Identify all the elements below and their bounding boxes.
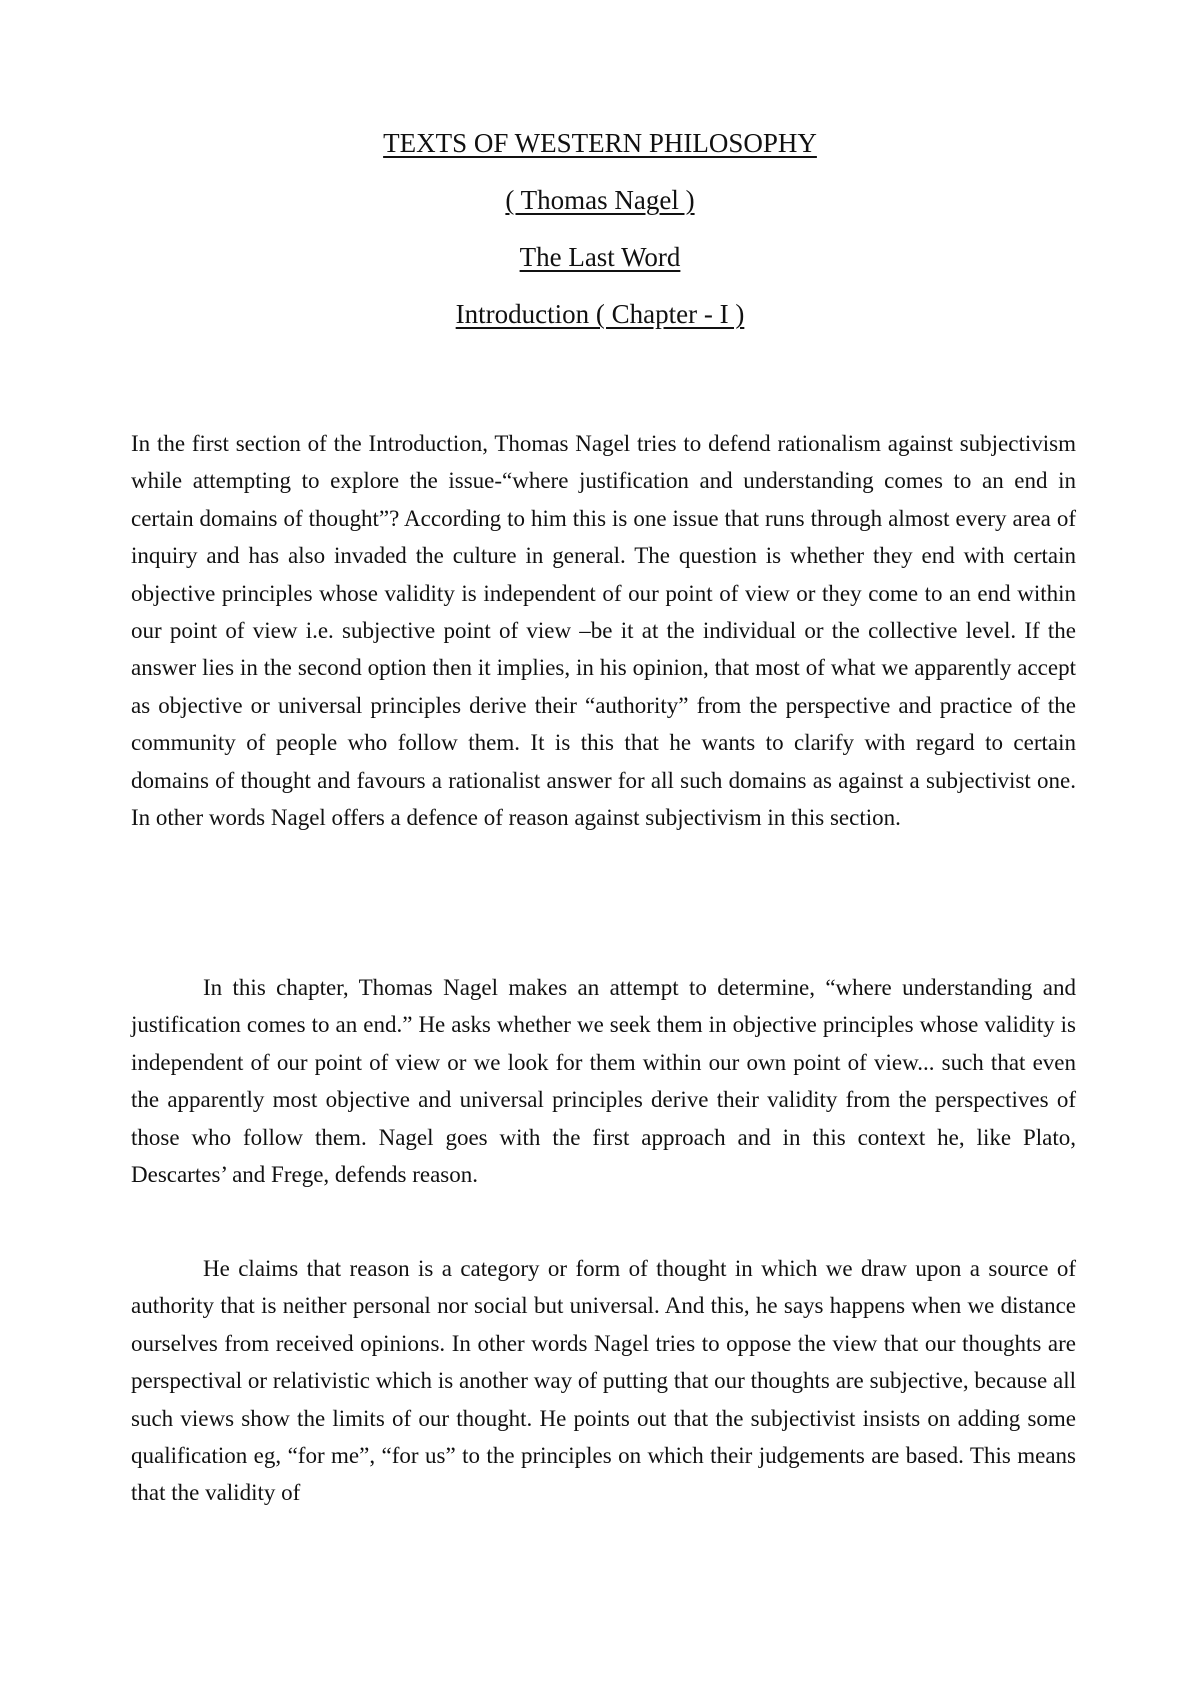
chapter-title: Introduction ( Chapter - I ) bbox=[455, 299, 745, 329]
paragraph-3: He claims that reason is a category or form of thought in which we draw upon a source of authority that is neither personal nor social but universal. And this, he says happens when we distance ourselves from received opinions. In other words Nagel tries to oppose the view that our thoughts are perspectival or relativistic which is another way of putting that our thoughts are subjective, because all such views show the limits of our thought. He points out that the subjectivist insists on adding some qualification eg, “for me”, “for us” to the principles on which their judgements are based. This means that the validity of bbox=[131, 1256, 1076, 1506]
document-title: TEXTS OF WESTERN PHILOSOPHY bbox=[383, 128, 817, 158]
author-name: ( Thomas Nagel ) bbox=[505, 185, 695, 215]
paragraph-1: In the first section of the Introduction, Thomas Nagel tries to defend rationalism against subjectivism while attempting to explore the issue-“where justification and understanding comes to an end in certain domains of thought”? According to him this is one issue that runs through almost every area of inquiry and has also invaded the culture in general. The question is whether they end with certain objective principles whose validity is independent of our point of view or they come to an end within our point of view i.e. subjective point of view –be it at the individual or the collective level. If the answer lies in the second option then it implies, in his opinion, that most of what we apparently accept as objective or universal principles derive their “authority” from the perspective and practice of the community of people who follow them. It is this that he wants to clarify with regard to certain domains of thought and favours a rationalist answer for all such domains as against a subjectivist one. In other words Nagel offers a defence of reason against subjectivism in this section. bbox=[131, 431, 1076, 831]
book-title: The Last Word bbox=[519, 242, 681, 272]
paragraph-2: In this chapter, Thomas Nagel makes an attempt to determine, “where understanding and justification comes to an end.” He asks whether we seek them in objective principles whose validity is independent of our point of view or we look for them within our own point of view... such that even the apparently most objective and universal principles derive their validity from the perspectives of those who follow them. Nagel goes with the first approach and in this context he, like Plato, Descartes’ and Frege, defends reason. bbox=[131, 975, 1076, 1188]
